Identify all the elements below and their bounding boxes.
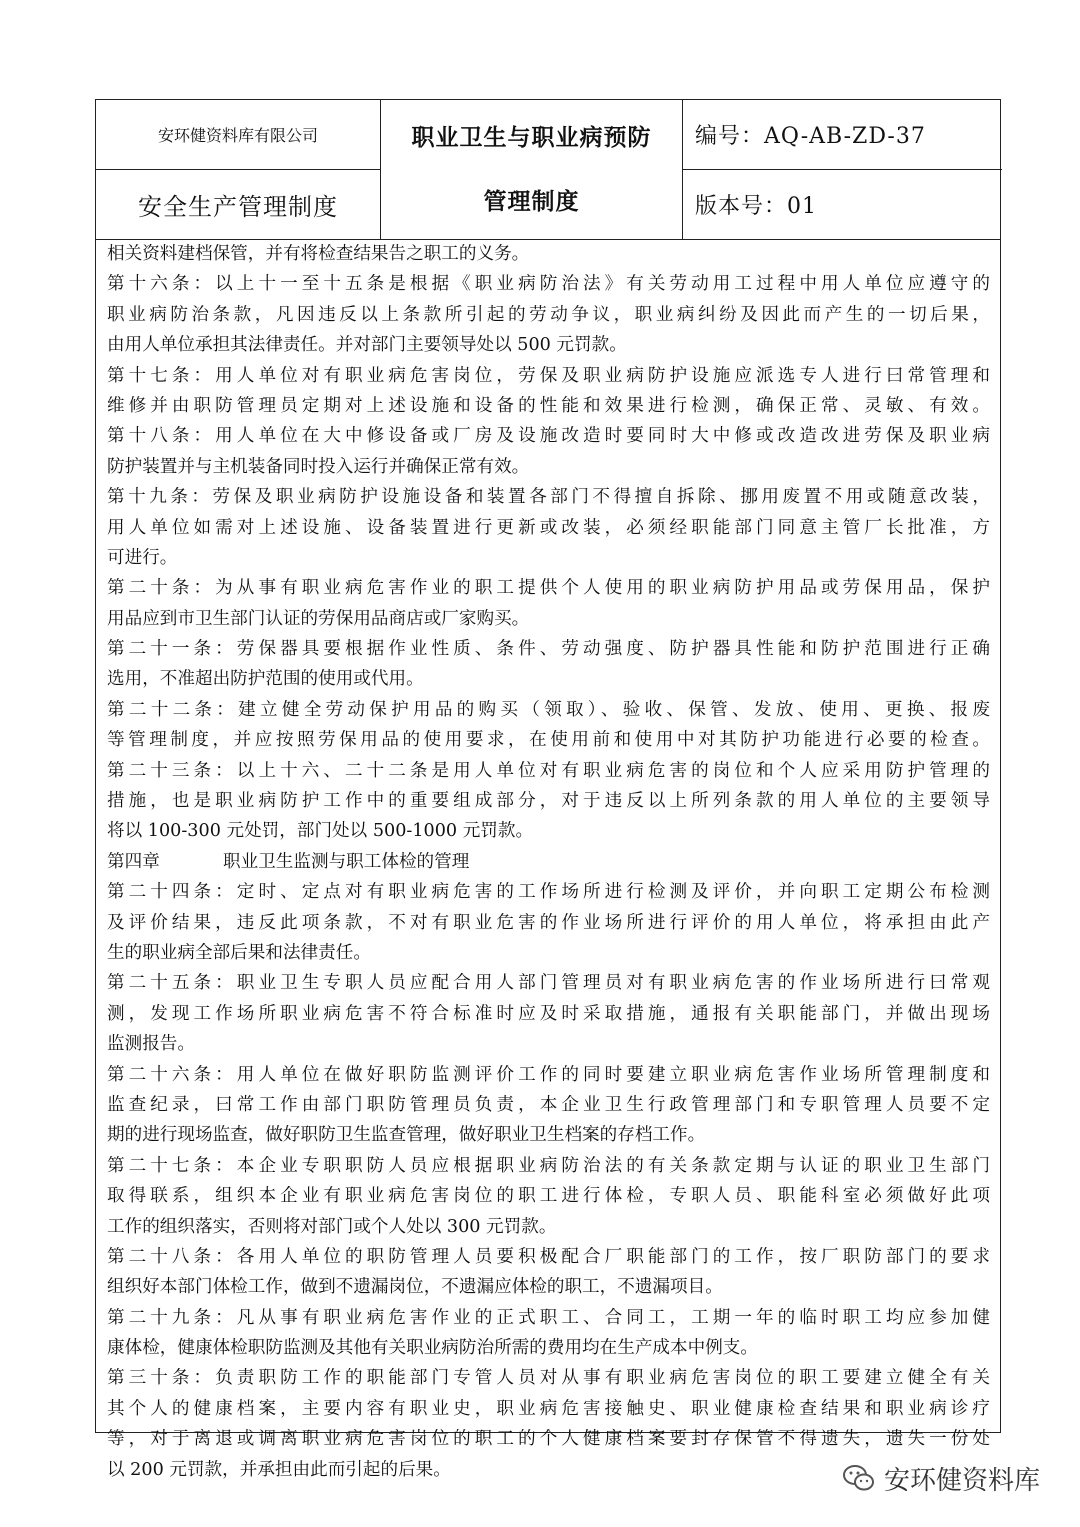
title-line-2: 管理制度 (483, 188, 580, 215)
body-line: 第二十六条：用人单位在做好职防监测评价工作的同时要建立职业病危害作业场所管理制度和 (107, 1064, 990, 1085)
body-line: 将以 100-300 元处罚，部门处以 500-1000 元罚款。 (107, 821, 534, 842)
watermark (842, 1460, 1040, 1496)
body-line: 用人单位如需对上述设施、设备装置进行更新或改装，必须经职能部门同意主管厂长批准，方 (107, 517, 990, 538)
body-line: 组织好本部门体检工作，做到不遗漏岗位，不遗漏应体检的职工，不遗漏项目。 (107, 1277, 723, 1298)
body-line: 相关资料建档保管，并有将检查结果告之职工的义务。 (107, 244, 530, 264)
document-page (95, 99, 1001, 1480)
body-line: 及评价结果，违反此项条款，不对有职业危害的作业场所进行评价的用人单位，将承担由此产 (107, 912, 990, 933)
chapter-number: 第四章 (107, 851, 160, 872)
body-line: 第二十二条：建立健全劳动保护用品的购买（领取）、验收、保管、发放、使用、更换、报废 (107, 699, 990, 720)
body-line: 第十九条：劳保及职业病防护设施设备和装置各部门不得擅自拆除、挪用废置不用或随意改装， (107, 487, 990, 508)
chapter-title: 职业卫生监测与职工体检的管理 (223, 851, 470, 872)
body-line: 取得联系，组织本企业有职业病危害岗位的职工进行体检，专职人员、职能科室必须做好此项 (107, 1186, 990, 1207)
body-line: 以 200 元罚款，并承担由此而引起的后果。 (107, 1459, 451, 1480)
watermark-text: 安环健资料库 (884, 1465, 1041, 1496)
body-line: 监查纪录，曰常工作由部门职防管理员负责，本企业卫生行政管理部门和专职管理人员要不定 (107, 1094, 990, 1115)
body-line: 第二十三条：以上十六、二十二条是用人单位对有职业病危害的岗位和个人应采用防护管理的 (107, 760, 990, 781)
body-line: 可进行。 (107, 547, 178, 568)
body-line: 第二十四条：定时、定点对有职业病危害的工作场所进行检测及评价，并向职工定期公布检测 (107, 882, 990, 903)
title-line-1: 职业卫生与职业病预防 (411, 124, 652, 151)
body-line: 期的进行现场监查，做好职防卫生监查管理，做好职业卫生档案的存档工作。 (107, 1125, 706, 1146)
body-line: 等，对于离退或调离职业病危害岗位的职工的个人健康档案要封存保管不得遗失，遗失一份处 (107, 1429, 990, 1450)
body-line: 选用，不准超出防护范围的使用或代用。 (107, 669, 424, 690)
body-line: 维修并由职防管理员定期对上述设施和设备的性能和效果进行检测，确保正常、灵敏、有效。 (107, 395, 990, 416)
company-name: 安环健资料库有限公司 (157, 126, 318, 145)
body-line: 措施，也是职业病防护工作中的重要组成部分，对于违反以上所列条款的用人单位的主要领导 (107, 791, 990, 812)
body-line: 第二十条：为从事有职业病危害作业的职工提供个人使用的职业病防护用品或劳保用品，保护 (107, 578, 990, 599)
body-line: 其个人的健康档案，主要内容有职业史，职业病危害接触史、职业健康检查结果和职业病诊疗 (107, 1398, 990, 1419)
body-line: 第十八条：用人单位在大中修设备或厂房及设施改造时要同时大中修或改造改进劳保及职业病 (107, 426, 990, 447)
body-line: 第二十七条：本企业专职职防人员应根据职业病防治法的有关条款定期与认证的职业卫生部门 (107, 1155, 990, 1176)
body-line: 等管理制度，并应按照劳保用品的使用要求，在使用前和使用中对其防护功能进行必要的检查。 (107, 730, 990, 751)
document-version: 版本号：01 (695, 194, 817, 219)
body-line: 第二十九条：凡从事有职业病危害作业的正式职工、合同工，工期一年的临时职工均应参加健 (107, 1307, 990, 1328)
body-line: 生的职业病全部后果和法律责任。 (107, 942, 371, 963)
body-line: 第十六条：以上十一至十五条是根据《职业病防治法》有关劳动用工过程中用人单位应遵守的 (107, 274, 990, 295)
document-title (381, 100, 682, 239)
body-line: 监测报告。 (107, 1034, 195, 1055)
body-line: 工作的组织落实，否则将对部门或个人处以 300 元罚款。 (107, 1216, 557, 1237)
system-name: 安全生产管理制度 (138, 193, 338, 221)
document-code: 编号：AQ-AB-ZD-37 (695, 124, 926, 149)
body-line: 职业病防治条款，凡因违反以上条款所引起的劳动争议，职业病纠纷及因此而产生的一切后果， (107, 304, 990, 325)
document-body (96, 239, 1000, 1485)
body-line: 第二十八条：各用人单位的职防管理人员要积极配合厂职能部门的工作，按厂职防部门的要求 (107, 1246, 990, 1267)
chapter-heading (107, 847, 990, 877)
body-line: 第二十五条：职业卫生专职人员应配合用人部门管理员对有职业病危害的作业场所进行曰常观 (107, 973, 990, 994)
document-header (96, 100, 1000, 240)
body-line: 第三十条：负责职防工作的职能部门专管人员对从事有职业病危害岗位的职工要建立健全有关 (107, 1368, 990, 1389)
body-line: 由用人单位承担其法律责任。并对部门主要领导处以 500 元罚款。 (107, 335, 627, 356)
body-line: 第十七条：用人单位对有职业病危害岗位，劳保及职业病防护设施应派选专人进行曰常管理和 (107, 365, 990, 386)
body-line: 第二十一条：劳保器具要根据作业性质、条件、劳动强度、防护器具性能和防护范围进行正确 (107, 639, 990, 660)
body-line: 防护装置并与主机装备同时投入运行并确保正常有效。 (107, 456, 530, 477)
body-line: 测，发现工作场所职业病危害不符合标准时应及时采取措施，通报有关职能部门，并做出现场 (107, 1003, 990, 1024)
body-line: 用品应到市卫生部门认证的劳保用品商店或厂家购买。 (107, 608, 530, 629)
wechat-icon (842, 1463, 876, 1493)
body-line: 康体检，健康体检职防监测及其他有关职业病防治所需的费用均在生产成本中例支。 (107, 1338, 758, 1359)
